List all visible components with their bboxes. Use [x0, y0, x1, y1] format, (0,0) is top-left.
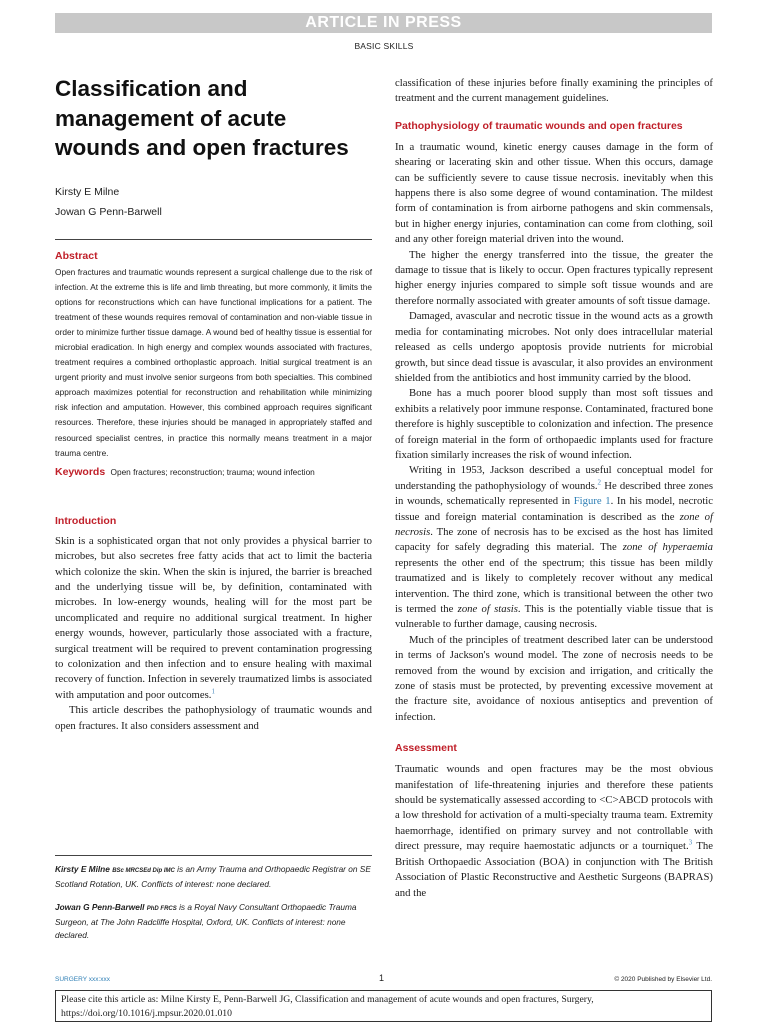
divider	[55, 855, 372, 856]
zone-term: zone of hyperaemia	[622, 541, 713, 554]
keywords	[55, 466, 372, 478]
paragraph-text: . The zone of necrosis has to be excised as the host has limited capacity for safely degrading this material. The	[395, 525, 713, 554]
divider	[55, 239, 372, 240]
paragraph-text: Traumatic wounds and open fractures may be the most obvious manifestation of life-threatening injuries and therefore these patients should be systematically assessed according to <C>ABCD protocols with a low threshold for activation of a multi-specialty trauma team. Extremity haemorrhage, identified on primary survey and not controllable with direct pressure, may require haemostatic adjuncts or a tourniquet.	[395, 763, 713, 853]
author-name: Kirsty E Milne	[55, 185, 120, 198]
bio-text: is a Royal Navy Consultant Orthopaedic Trauma Surgeon, at The John Radcliffe Hospital, Oxford, UK. Conflicts of interest: none declared.	[55, 902, 357, 940]
bio-name: Jowan G Penn-Barwell	[55, 902, 145, 912]
paragraph-text: Skin is a sophisticated organ that not only provides a physical barrier to microbes, but also secretes free fatty acids that act to limit the bacteria which colonize the skin. When the skin is injured, the barrier is breached and the underlying tissue will be, by definition, contaminated with microbes. In low-energy wounds, healing will for the most part be uncomplicated and require no additional surgical treatment. In higher energy wounds, however, particularly those associated with a fracture, surgical treatment will be required to prevent contamination progressing to colonization and then infection and to ensure healing with maximal recovery of function. Infection in severely traumatized limbs is associated with amputation and poor outcomes.	[55, 534, 372, 701]
body-paragraph: Damaged, avascular and necrotic tissue in the wound acts as a growth media for contaminating microbes. Not only does intracellular material released as cells undergo apoptosis provide nutrients for microbial growth, but since dead tissue is avascular, it also provides an environment shielded from the antibiotics and host immunity carried by the blood.	[395, 310, 713, 384]
bio-credentials: PhD FRCS	[146, 906, 177, 912]
body-paragraph: In a traumatic wound, kinetic energy causes damage in the form of shearing or lacerating skin and other tissue. When this occurs, damage can be sufficiently severe to cause tissue necrosis. inevitably when this happens there is also some degree of wound contamination. The mildest form of contamination is from airborne pathogens and skin commensals, but in higher energy injuries, contamination can come from clothing, soil and any other foreign material driven into the wound.	[395, 140, 713, 246]
zone-term: zone of necrosis	[395, 510, 713, 538]
journal-footer-link[interactable]: SURGERY xxx:xxx	[55, 976, 111, 983]
author-list	[55, 182, 372, 222]
paragraph-text: . In his model, necrotic tissue and foreign material contamination is described as the	[395, 495, 714, 523]
zone-term: zone of stasis	[457, 603, 518, 615]
bio-text: is an Army Trauma and Orthopaedic Registrar on SE Scotland Rotation, UK. Conflicts of interest: none declared.	[55, 864, 371, 889]
figure-link[interactable]: Figure 1	[573, 495, 611, 508]
citation-box: Please cite this article as: Milne Kirsty E, Penn-Barwell JG, Classification and management of acute wounds and open fractures, Surgery, https://doi.org/10.1016/j.mpsur.2020.01.010	[55, 990, 712, 1022]
right-column	[395, 76, 713, 901]
paragraph-text: He described three zones in wounds, schematically represented in	[395, 479, 714, 508]
body-paragraph: Bone has a much poorer blood supply than most soft tissues and exhibits a relatively poor immune response. Contaminated, fractured bone therefore is highly susceptible to colonization and infection. The presence of foreign material in the form of orthopaedic implants used for fracture fixation similarly increases the risk of wound infection.	[395, 387, 713, 461]
left-column	[55, 74, 372, 734]
paragraph-text: Writing in 1953, Jackson described a useful conceptual model for understanding the pathophysiology of wounds.	[395, 464, 713, 492]
section-label: BASIC SKILLS	[354, 41, 414, 51]
paragraph-text: . This is the potentially viable tissue that is vulnerable to further damage, causing necrosis.	[395, 603, 713, 631]
assessment-heading: Assessment	[395, 742, 457, 755]
pathophysiology-heading: Pathophysiology of traumatic wounds and open fractures	[395, 119, 683, 132]
reference-link[interactable]: 1	[211, 687, 215, 696]
introduction-paragraph	[55, 534, 372, 703]
body-paragraph	[395, 463, 713, 632]
author-bio	[55, 901, 372, 942]
bio-credentials: BSc MRCSEd Dip IMC	[112, 868, 175, 874]
author-name: Jowan G Penn-Barwell	[55, 205, 162, 218]
article-title: Classification and management of acute wounds and open fractures	[55, 76, 349, 160]
keywords-label: Keywords	[55, 465, 106, 478]
abstract-text: Open fractures and traumatic wounds represent a surgical challenge due to the risk of infection. At the extreme this is life and limb threating, but more commonly, it limits the options for reconstructions which can have functional implications for a patient. The treatment of these wounds requires removal of contamination and non-viable tissue in order to minimize further tissue damage. A wound bed of healthy tissue is essential for microbial eradication. In high energy and complex wounds associated with fractures, treatment requires a combined orthoplastic approach. Initial surgical treatment is an urgent priority and must involve senior surgeons from both specialties. This combined approach maximizes potential for reconstruction and rehabilitation while minimizing risk infection and amputation. However, this combined approach requires significant resources. Therefore, these injuries should be managed in appropriately staffed and resourced specialist centres, in practice this normally means treatment in a major trauma centre.	[55, 266, 372, 458]
page-number: 1	[379, 973, 385, 983]
introduction-paragraph: This article describes the pathophysiology of traumatic wounds and open fractures. It also considers assessment and	[55, 704, 372, 732]
body-paragraph: Much of the principles of treatment described later can be understood in terms of Jackson's wound model. The zone of necrosis needs to be removed from the wound by excision and irrigation, and critically the zone of stasis must be protected, by preventing excessive movement at the fracture site, avoidance of noxious antiseptics and prevention of infection.	[395, 633, 713, 723]
reference-link[interactable]: 3	[688, 838, 693, 847]
keywords-list: Open fractures; reconstruction; trauma; wound infection	[110, 466, 315, 477]
body-paragraph: The higher the energy transferred into the tissue, the greater the damage to tissue that is likely to occur. Open fractures typically represent higher energy injuries compared to simple soft tissue wounds and are therefore normally associated with greater amounts of soft tissue damage.	[395, 248, 713, 307]
introduction-heading: Introduction	[55, 514, 117, 527]
article-in-press-banner: ARTICLE IN PRESS	[55, 13, 712, 33]
paragraph-text: The British Orthopaedic Association (BOA) in conjunction with The British Association of Plastic Reconstructive and Aesthetic Surgeons (BAPRAS) and the	[395, 840, 713, 899]
bio-name: Kirsty E Milne	[55, 864, 110, 874]
paragraph-text: represents the other end of the spectrum; this tissue has been mildly traumatized and is likely to completely recover without any medical intervention. The third zone, which is transitional between the other two is termed the	[395, 556, 713, 615]
author-bios	[55, 863, 372, 952]
body-paragraph: classification of these injuries before finally examining the principles of treatment and the current management guidelines.	[395, 77, 713, 105]
author-bio	[55, 863, 372, 891]
abstract-heading: Abstract	[55, 249, 98, 262]
body-paragraph	[395, 762, 713, 901]
copyright-notice: © 2020 Published by Elsevier Ltd.	[614, 976, 712, 983]
reference-link[interactable]: 2	[597, 478, 602, 487]
